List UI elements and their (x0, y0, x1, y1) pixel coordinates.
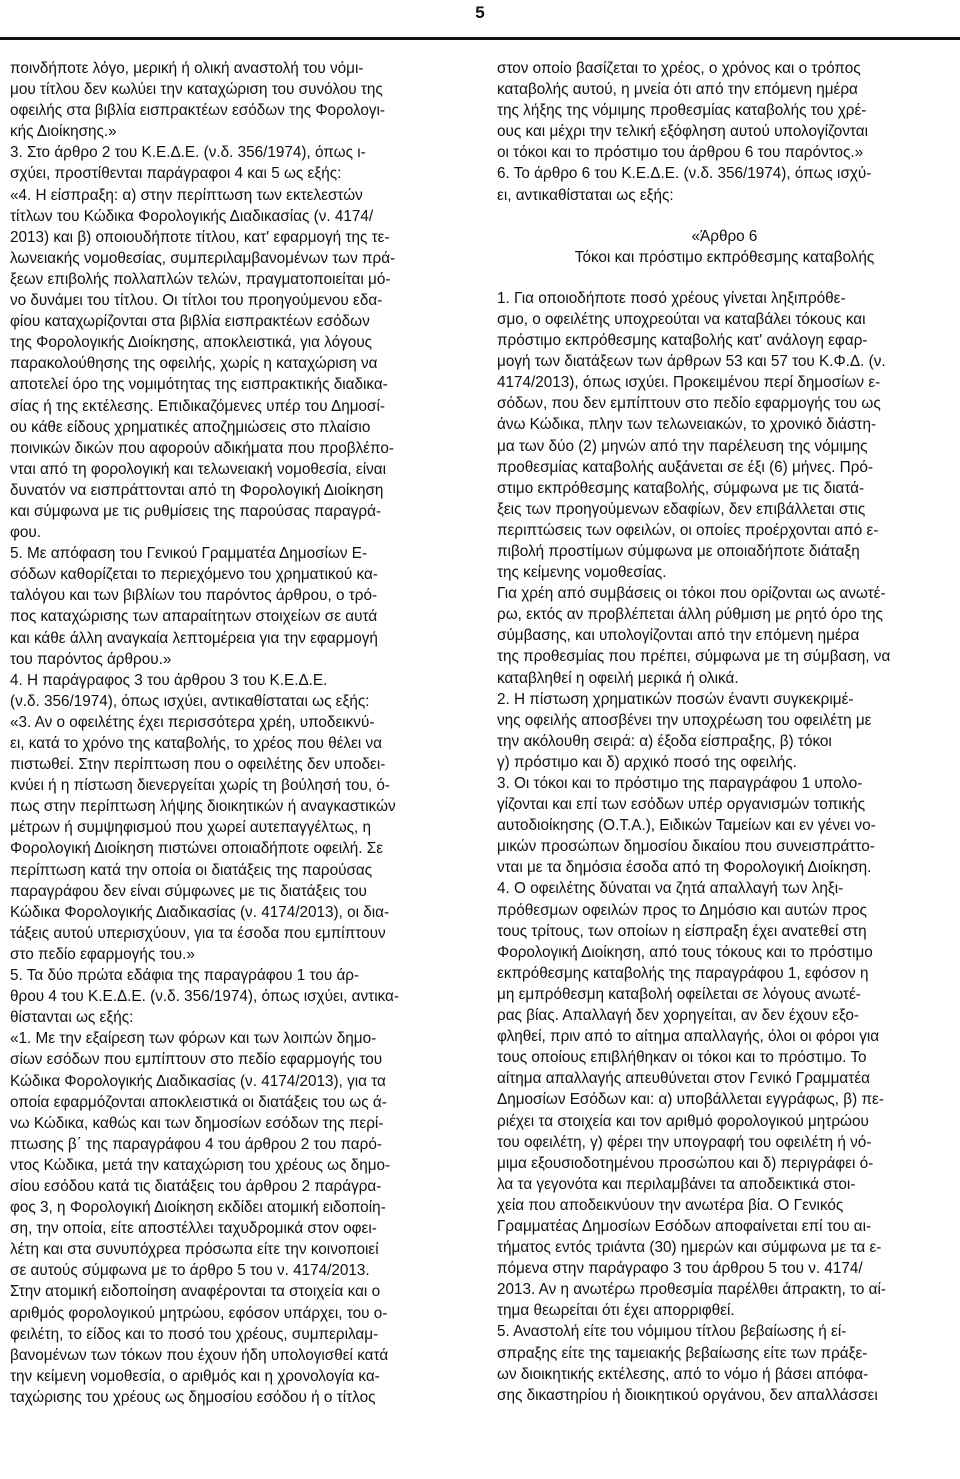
right-column-body: 1. Για οποιοδήποτε ποσό χρέους γίνεται ληξιπρόθε- σμο, ο οφειλέτης υποχρεούται να καταβάλει τόκους και πρόστιμο εκπρόθεσμης καταβολής κατ' ανάλογη εφαρ- μογή των διατάξεων των άρθρων 53 και 57 του Κ.Φ.Δ. (ν. 4174/2013), όπως ισχύει. Προκειμένου περί δημοσίων ε- σόδων, που δεν εμπίπτουν στο πεδίο εφαρμογής του ως άνω Κώδικα, πλην των τελωνειακών, το χρονικό διάστη- μα των δύο (2) μηνών από την παρέλευση της νόμιμης προθεσμίας καταβολής αυξάνεται σε έξι (6) μήνες. Πρό- στιμο εκπρόθεσμης καταβολής, σύμφωνα με τις διατά- ξεις των προηγούμενων εδαφίων, δεν επιβάλλεται στις περιπτώσεις των οφειλών, οι οποίες προέρχονται από ε- πιβολή προστίμων σύμφωνα με οποιαδήποτε διάταξη της κείμενης νομοθεσίας. Για χρέη από συμβάσεις οι τόκοι που ορίζονται ως ανωτέ- ρω, εκτός αν προβλέπεται άλλη ρύθμιση με ρητό όρο της σύμβασης, και υπολογίζονται από την επόμενη ημέρα της προθεσμίας που πρέπει, σύμφωνα με τη σύμβαση, να καταβληθεί η οφειλή μερικά ή ολικά. 2. Η πίστωση χρηματικών ποσών έναντι συγκεκριμέ- νης οφειλής αποσβένει την υποχρέωση του οφειλέτη με την ακόλουθη σειρά: α) έξοδα είσπραξης, β) τόκοι γ) πρόστιμο και δ) αρχικό ποσό της οφειλής. 3. Οι τόκοι και το πρόστιμο της παραγράφου 1 υπολο- γίζονται και επί των εσόδων υπέρ οργανισμών τοπικής αυτοδιοίκησης (Ο.Τ.Α.), Ειδικών Ταμείων και εν γένει νο- μικών προσώπων δημοσίου δικαίου που συνεισπράττο- νται με τα δημόσια έσοδα από τη Φορολογική Διοίκηση. 4. Ο οφειλέτης δύναται να ζητά απαλλαγή των ληξι- πρόθεσμων οφειλών προς το Δημόσιο και αυτών προς τους τρίτους, των οποίων η είσπραξη έχει ανατεθεί στη Φορολογική Διοίκηση, από τους τόκους και το πρόστιμο εκπρόθεσμης καταβολής της παραγράφου 1, εφόσον η μη εμπρόθεσμη καταβολή οφείλεται σε λόγους ανωτέ- ρας βίας. Απαλλαγή δεν χορηγείται, αν δεν έχουν εξο- φληθεί, πριν από το αίτημα απαλλαγής, όλοι οι φόροι για τους οποίους επιβλήθηκαν οι τόκοι και το πρόστιμο. Το αίτημα απαλλαγής απευθύνεται στον Γενικό Γραμματέα Δημοσίων Εσόδων και: α) υποβάλλεται εγγράφως, β) πε- ριέχει τα στοιχεία και τον αριθμό φορολογικού μητρώου του οφειλέτη, γ) φέρει την υπογραφή του οφειλέτη ή νό- μιμα εξουσιοδοτημένου προσώπου και δ) περιγράφει ό- λα τα γεγονότα και περιλαμβάνει τα αποδεικτικά στοι- χεία που αποδεικνύουν την ανωτέρα βία. Ο Γενικός Γραμματέας Δημοσίων Εσόδων αποφαίνεται επί του αι- τήματος εντός τριάντα (30) ημερών και σύμφωνα με τα ε- πόμενα στην παράγραφο 3 του άρθρου 5 του ν. 4174/ 2013. Αν η ανωτέρω προθεσμία παρέλθει άπρακτη, το αί- τημα θεωρείται ότι έχει απορριφθεί. 5. Αναστολή είτε του νόμιμου τίτλου βεβαίωσης ή εί- σπραξης είτε της ταμειακής βεβαίωσης είτε των πράξε- ων διοικητικής εκτέλεσης, από το νόμο ή βάσει απόφα- σης δικαστηρίου ή διοικητικού οργάνου, δεν απαλλάσσει (497, 289, 891, 1404)
page-number: 5 (475, 3, 485, 22)
left-column-text: ποινδήποτε λόγο, μερική ή ολική αναστολή του νόμι- μου τίτλου δεν κωλύει την καταχώριση του συνόλου της οφειλής στα βιβλία εισπρακτέων εσόδων της Φορολογι- κής Διοίκησης.» 3. Στο άρθρο 2 του Κ.Ε.Δ.Ε. (ν.δ. 356/1974), όπως ι- σχύει, προστίθενται παράγραφοι 4 και 5 ως εξής: «4. Η είσπραξη: α) στην περίπτωση των εκτελεστών τίτλων του Κώδικα Φορολογικής Διαδικασίας (ν. 4174/ 2013) και β) οποιουδήποτε τίτλου, κατ' εφαρμογή της τε- λωνειακής νομοθεσίας, συμπεριλαμβανομένων των πρά- ξεων επιβολής πολλαπλών τελών, πραγματοποιείται μό- νο δυνάμει του τίτλου. Οι τίτλοι του προηγούμενου εδα- φίου καταχωρίζονται στα βιβλία εισπρακτέων εσόδων της Φορολογικής Διοίκησης, αποκλειστικά, για λόγους παρακολούθησης της οφειλής, χωρίς η καταχώριση να αποτελεί όρο της νομιμότητας της εισπρακτικής διαδικα- σίας ή της εκτέλεσης. Επιδικαζόμενες υπέρ του Δημοσί- ου κάθε είδους χρηματικές αποζημιώσεις στο πλαίσιο ποινικών δικών που αφορούν αδικήματα που προβλέπο- νται από τη φορολογική και τελωνειακή νομοθεσία, είναι δυνατόν να εισπράττονται από τη Φορολογική Διοίκηση και σύμφωνα με τις ρυθμίσεις της παρούσας παραγρά- φου. 5. Με απόφαση του Γενικού Γραμματέα Δημοσίων Ε- σόδων καθορίζεται το περιεχόμενο του χρηματικού κα- ταλόγου και των βιβλίων του παρόντος άρθρου, ο τρό- πος καταχώρισης των απαραίτητων στοιχείων σε αυτά και κάθε άλλη αναγκαία λεπτομέρεια για την εφαρμογή του παρόντος άρθρου.» 4. Η παράγραφος 3 του άρθρου 3 του Κ.Ε.Δ.Ε. (ν.δ. 356/1974), όπως ισχύει, αντικαθίσταται ως εξής: «3. Αν ο οφειλέτης έχει περισσότερα χρέη, υποδεικνύ- ει, κατά το χρόνο της καταβολής, το χρέος που θέλει να πιστωθεί. Στην περίπτωση που ο οφειλέτης δεν υποδει- κνύει ή η πίστωση διενεργείται χωρίς τη βούλησή του, ό- πως στην περίπτωση λήψης διοικητικών ή αναγκαστικών μέτρων ή συμψηφισμού που χωρεί αυτεπαγγέλτως, η Φορολογική Διοίκηση πιστώνει οποιαδήποτε οφειλή. Σε περίπτωση κατά την οποία οι διατάξεις της παρούσας παραγράφου δεν είναι σύμφωνες με τις διατάξεις του Κώδικα Φορολογικής Διαδικασίας (ν. 4174/2013), οι δια- τάξεις αυτού υπερισχύουν, για τα έσοδα που εμπίπτουν στο πεδίο εφαρμογής του.» 5. Τα δύο πρώτα εδάφια της παραγράφου 1 του άρ- θρου 4 του Κ.Ε.Δ.Ε. (ν.δ. 356/1974), όπως ισχύει, αντικα- θίστανται ως εξής: «1. Με την εξαίρεση των φόρων και των λοιπών δημο- σίων εσόδων που εμπίπτουν στο πεδίο εφαρμογής του Κώδικα Φορολογικής Διαδικασίας (ν. 4174/2013), για τα οποία εφαρμόζονται αποκλειστικά οι διατάξεις του ως ά- νω Κώδικα, καθώς και των δημοσίων εσόδων της περί- πτωσης β΄ της παραγράφου 4 του άρθρου 2 του παρό- ντος Κώδικα, μετά την καταχώριση του χρέους ως δημο- σίου εσόδου κατά τις διατάξεις του άρθρου 2 παράγρα- φος 3, η Φορολογική Διοίκηση εκδίδει ατομική ειδοποίη- ση, την οποία, είτε αποστέλλει ταχυδρομικά στον οφει- λέτη και στα συνυπόχρεα πρόσωπα είτε την κοινοποιεί σε αυτούς σύμφωνα με το άρθρο 5 του ν. 4174/2013. Στην ατομική ειδοποίηση αναφέρονται τα στοιχεία και ο αριθμός φορολογικού μητρώου, εφόσον υπάρχει, του ο- φειλέτη, το είδος και το ποσό του χρέους, συμπεριλαμ- βανομένων των τόκων που έχουν ήδη υπολογισθεί κατά την κείμενη νομοθεσία, ο αριθμός και η χρονολογία κα- ταχώρισης του χρέους ως δημοσίου εσόδου ή ο τίτλος (10, 60, 399, 1406)
article-subheading: Τόκοι και πρόστιμο εκπρόθεσμης καταβολής (574, 248, 875, 266)
right-column-intro: στον οποίο βασίζεται το χρέος, ο χρόνος και ο τρόπος καταβολής αυτού, η μνεία ότι από την επόμενη ημέρα της λήξης της νόμιμης προθεσμίας καταβολής του χρέ- ους και μέχρι την τελική εξόφληση αυτού υπολογίζονται οι τόκοι και το πρόστιμο του άρθρου 6 του παρόντος.» 6. Το άρθρο 6 του Κ.Ε.Δ.Ε. (ν.δ. 356/1974), όπως ισχύ- ει, αντικαθίσταται ως εξής: (497, 60, 872, 204)
spacer (497, 206, 952, 226)
left-column (10, 58, 463, 1408)
header-rule (0, 37, 960, 40)
right-column (497, 58, 952, 1406)
spacer (497, 268, 952, 288)
article-heading: «Άρθρο 6 (691, 227, 758, 245)
